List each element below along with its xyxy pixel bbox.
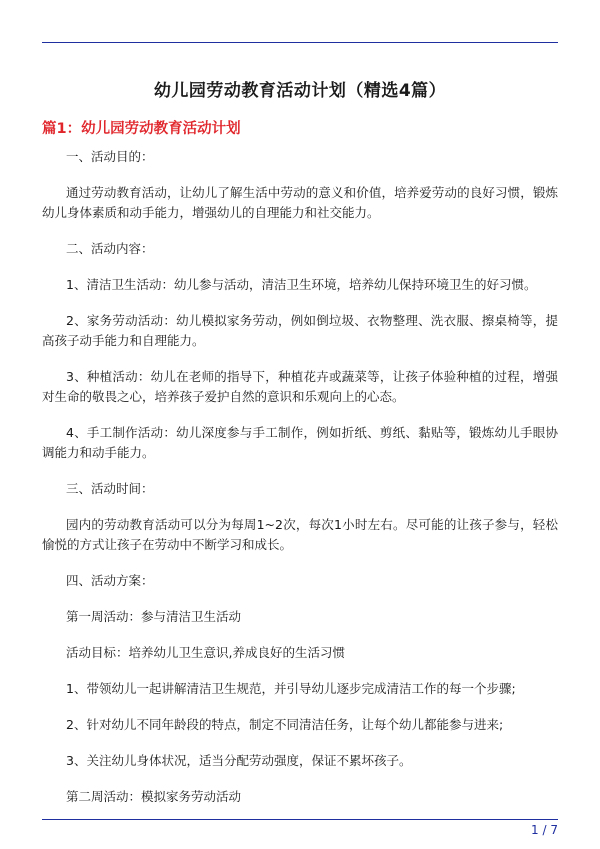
section-title: 篇1：幼儿园劳动教育活动计划 xyxy=(42,121,241,137)
document-title: 幼儿园劳动教育活动计划（精选4篇） xyxy=(153,81,447,101)
page-indicator: 1 / 7 xyxy=(531,823,558,837)
paragraph: 2、针对幼儿不同年龄段的特点，制定不同清洁任务，让每个幼儿都能参与进来; xyxy=(66,717,504,732)
paragraph: 3、种植活动：幼儿在老师的指导下，种植花卉或蔬菜等，让孩子体验种植的过程，增强对生命的敬畏之心，培养孩子爱护自然的意识和乐观向上的心态。 xyxy=(42,369,558,404)
paragraph: 第二周活动：模拟家务劳动活动 xyxy=(66,789,242,804)
paragraph: 活动目标：培养幼儿卫生意识,养成良好的生活习惯 xyxy=(66,645,345,660)
paragraph: 1、带领幼儿一起讲解清洁卫生规范，并引导幼儿逐步完成清洁工作的每一个步骤; xyxy=(66,681,516,696)
footer-rule xyxy=(42,819,558,820)
paragraph-heading-time: 三、活动时间： xyxy=(66,481,154,496)
paragraph: 园内的劳动教育活动可以分为每周1~2次，每次1小时左右。尽可能的让孩子参与，轻松愉悦的方式让孩子在劳动中不断学习和成长。 xyxy=(42,517,558,552)
paragraph: 通过劳动教育活动，让幼儿了解生活中劳动的意义和价值，培养爱劳动的良好习惯，锻炼幼儿身体素质和动手能力，增强幼儿的自理能力和社交能力。 xyxy=(42,185,558,220)
document-body xyxy=(42,147,558,823)
paragraph: 1、清洁卫生活动：幼儿参与活动，清洁卫生环境，培养幼儿保持环境卫生的好习惯。 xyxy=(66,277,537,292)
paragraph: 2、家务劳动活动：幼儿模拟家务劳动，例如倒垃圾、衣物整理、洗衣服、擦桌椅等，提高孩子动手能力和自理能力。 xyxy=(42,313,558,348)
paragraph-heading-content: 二、活动内容： xyxy=(66,241,154,256)
paragraph-heading-plan: 四、活动方案： xyxy=(66,573,154,588)
paragraph: 4、手工制作活动：幼儿深度参与手工制作，例如折纸、剪纸、黏贴等，锻炼幼儿手眼协调能力和动手能力。 xyxy=(42,425,558,460)
paragraph-heading-purpose: 一、活动目的： xyxy=(66,149,154,164)
paragraph: 3、关注幼儿身体状况，适当分配劳动强度，保证不累坏孩子。 xyxy=(66,753,412,768)
paragraph: 第一周活动：参与清洁卫生活动 xyxy=(66,609,242,624)
header-rule xyxy=(42,42,558,43)
